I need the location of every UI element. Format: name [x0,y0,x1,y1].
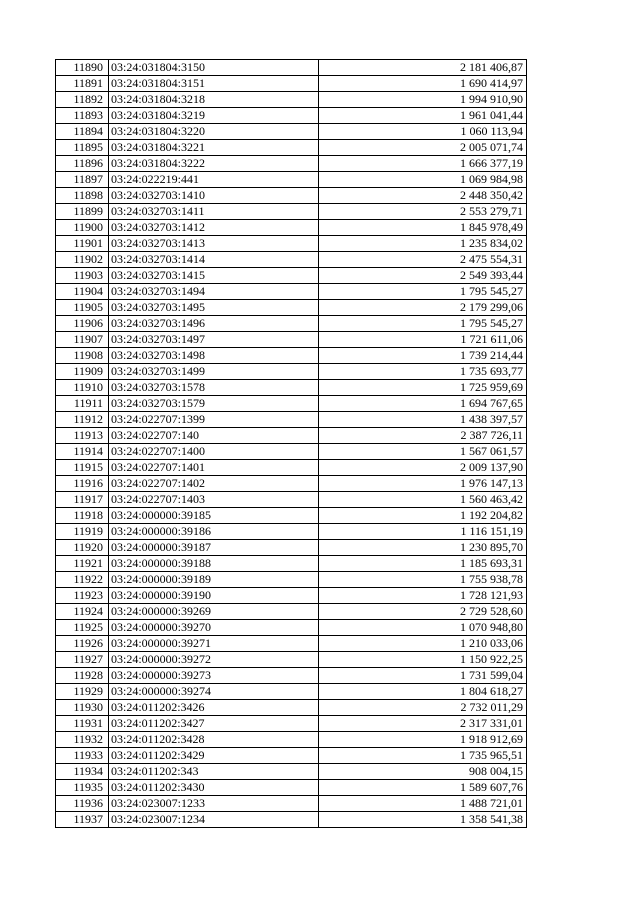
cadastral-value-cell: 2 387 726,11 [319,428,527,444]
cadastral-value-cell: 1 728 121,93 [319,588,527,604]
table-row [56,444,527,460]
cadastral-value-cell: 2 179 299,06 [319,300,527,316]
table-row [56,204,527,220]
cadastral-number-cell: 03:24:032703:1410 [109,188,319,204]
row-number-cell: 11915 [56,460,109,476]
cadastral-value-cell: 1 235 834,02 [319,236,527,252]
row-number-cell: 11901 [56,236,109,252]
table-row [56,188,527,204]
cadastral-value-cell: 1 804 618,27 [319,684,527,700]
table-body [56,60,527,828]
cadastral-value-cell: 2 475 554,31 [319,252,527,268]
cadastral-number-cell: 03:24:000000:39273 [109,668,319,684]
cadastral-value-cell: 1 755 938,78 [319,572,527,588]
table-row [56,780,527,796]
row-number-cell: 11919 [56,524,109,540]
row-number-cell: 11909 [56,364,109,380]
row-number-cell: 11918 [56,508,109,524]
table-row [56,700,527,716]
cadastral-number-cell: 03:24:022219:441 [109,172,319,188]
cadastral-number-cell: 03:24:000000:39188 [109,556,319,572]
table-row [56,524,527,540]
cadastral-value-cell: 1 567 061,57 [319,444,527,460]
cadastral-value-cell: 1 488 721,01 [319,796,527,812]
table-row [56,108,527,124]
row-number-cell: 11929 [56,684,109,700]
cadastral-value-cell: 1 735 693,77 [319,364,527,380]
cadastral-number-cell: 03:24:032703:1414 [109,252,319,268]
row-number-cell: 11902 [56,252,109,268]
cadastral-number-cell: 03:24:011202:3426 [109,700,319,716]
row-number-cell: 11935 [56,780,109,796]
cadastral-number-cell: 03:24:022707:1400 [109,444,319,460]
cadastral-value-cell: 1 735 965,51 [319,748,527,764]
cadastral-number-cell: 03:24:011202:3429 [109,748,319,764]
row-number-cell: 11932 [56,732,109,748]
cadastral-number-cell: 03:24:000000:39187 [109,540,319,556]
table-row [56,156,527,172]
row-number-cell: 11910 [56,380,109,396]
cadastral-number-cell: 03:24:000000:39185 [109,508,319,524]
cadastral-number-cell: 03:24:032703:1415 [109,268,319,284]
row-number-cell: 11896 [56,156,109,172]
cadastral-number-cell: 03:24:011202:343 [109,764,319,780]
cadastral-value-cell: 1 918 912,69 [319,732,527,748]
cadastral-number-cell: 03:24:032703:1578 [109,380,319,396]
table-row [56,764,527,780]
cadastral-number-cell: 03:24:031804:3220 [109,124,319,140]
table-row [56,300,527,316]
row-number-cell: 11895 [56,140,109,156]
table-row [56,748,527,764]
table-row [56,604,527,620]
table-row [56,572,527,588]
cadastral-value-cell: 1 060 113,94 [319,124,527,140]
table-row [56,332,527,348]
table-row [56,412,527,428]
cadastral-value-cell: 1 150 922,25 [319,652,527,668]
table-row [56,732,527,748]
cadastral-number-cell: 03:24:000000:39274 [109,684,319,700]
table-row [56,76,527,92]
table-row [56,588,527,604]
cadastral-number-cell: 03:24:031804:3218 [109,92,319,108]
cadastral-number-cell: 03:24:031804:3150 [109,60,319,76]
cadastral-number-cell: 03:24:032703:1413 [109,236,319,252]
cadastral-number-cell: 03:24:022707:1403 [109,492,319,508]
table-row [56,380,527,396]
table-row [56,60,527,76]
row-number-cell: 11933 [56,748,109,764]
cadastral-value-cell: 1 210 033,06 [319,636,527,652]
row-number-cell: 11923 [56,588,109,604]
cadastral-number-cell: 03:24:022707:1402 [109,476,319,492]
table-row [56,636,527,652]
cadastral-value-cell: 1 666 377,19 [319,156,527,172]
cadastral-value-cell: 2 005 071,74 [319,140,527,156]
cadastral-number-cell: 03:24:011202:3427 [109,716,319,732]
cadastral-value-cell: 1 721 611,06 [319,332,527,348]
cadastral-value-cell: 1 192 204,82 [319,508,527,524]
table-row [56,460,527,476]
cadastral-value-cell: 1 438 397,57 [319,412,527,428]
cadastral-value-cell: 1 961 041,44 [319,108,527,124]
row-number-cell: 11892 [56,92,109,108]
table-row [56,556,527,572]
row-number-cell: 11925 [56,620,109,636]
cadastral-value-cell: 1 116 151,19 [319,524,527,540]
table-row [56,684,527,700]
cadastral-value-cell: 1 070 948,80 [319,620,527,636]
row-number-cell: 11893 [56,108,109,124]
cadastral-number-cell: 03:24:032703:1411 [109,204,319,220]
cadastral-number-cell: 03:24:000000:39271 [109,636,319,652]
table-row [56,236,527,252]
table-row [56,220,527,236]
table-row [56,268,527,284]
row-number-cell: 11890 [56,60,109,76]
cadastral-value-cell: 1 739 214,44 [319,348,527,364]
cadastral-value-cell: 1 725 959,69 [319,380,527,396]
row-number-cell: 11914 [56,444,109,460]
cadastral-number-cell: 03:24:000000:39272 [109,652,319,668]
cadastral-number-cell: 03:24:031804:3151 [109,76,319,92]
row-number-cell: 11912 [56,412,109,428]
cadastral-number-cell: 03:24:000000:39270 [109,620,319,636]
row-number-cell: 11936 [56,796,109,812]
row-number-cell: 11931 [56,716,109,732]
row-number-cell: 11916 [56,476,109,492]
table-row [56,364,527,380]
table-row [56,316,527,332]
cadastral-value-cell: 1 795 545,27 [319,316,527,332]
table-row [56,476,527,492]
row-number-cell: 11911 [56,396,109,412]
row-number-cell: 11905 [56,300,109,316]
cadastral-value-cell: 1 185 693,31 [319,556,527,572]
cadastral-value-table [55,59,527,828]
cadastral-value-cell: 1 690 414,97 [319,76,527,92]
cadastral-value-cell: 1 694 767,65 [319,396,527,412]
row-number-cell: 11922 [56,572,109,588]
cadastral-value-cell: 2 729 528,60 [319,604,527,620]
cadastral-number-cell: 03:24:032703:1496 [109,316,319,332]
row-number-cell: 11934 [56,764,109,780]
cadastral-number-cell: 03:24:031804:3221 [109,140,319,156]
table-row [56,620,527,636]
cadastral-number-cell: 03:24:032703:1498 [109,348,319,364]
row-number-cell: 11907 [56,332,109,348]
cadastral-number-cell: 03:24:032703:1579 [109,396,319,412]
table-row [56,668,527,684]
row-number-cell: 11900 [56,220,109,236]
cadastral-number-cell: 03:24:032703:1495 [109,300,319,316]
row-number-cell: 11913 [56,428,109,444]
cadastral-value-cell: 1 358 541,38 [319,812,527,828]
cadastral-value-cell: 1 230 895,70 [319,540,527,556]
cadastral-number-cell: 03:24:023007:1233 [109,796,319,812]
cadastral-number-cell: 03:24:032703:1494 [109,284,319,300]
table-row [56,812,527,828]
table-row [56,396,527,412]
table-row [56,124,527,140]
cadastral-value-cell: 1 994 910,90 [319,92,527,108]
row-number-cell: 11897 [56,172,109,188]
cadastral-value-cell: 908 004,15 [319,764,527,780]
table-row [56,428,527,444]
cadastral-value-cell: 1 731 599,04 [319,668,527,684]
row-number-cell: 11917 [56,492,109,508]
cadastral-number-cell: 03:24:032703:1412 [109,220,319,236]
cadastral-number-cell: 03:24:022707:1401 [109,460,319,476]
cadastral-value-cell: 2 448 350,42 [319,188,527,204]
cadastral-number-cell: 03:24:011202:3428 [109,732,319,748]
cadastral-number-cell: 03:24:031804:3219 [109,108,319,124]
row-number-cell: 11891 [56,76,109,92]
row-number-cell: 11899 [56,204,109,220]
row-number-cell: 11928 [56,668,109,684]
row-number-cell: 11906 [56,316,109,332]
row-number-cell: 11926 [56,636,109,652]
table-row [56,508,527,524]
row-number-cell: 11908 [56,348,109,364]
table-row [56,172,527,188]
row-number-cell: 11904 [56,284,109,300]
cadastral-number-cell: 03:24:023007:1234 [109,812,319,828]
cadastral-value-cell: 1 560 463,42 [319,492,527,508]
cadastral-number-cell: 03:24:011202:3430 [109,780,319,796]
row-number-cell: 11894 [56,124,109,140]
cadastral-number-cell: 03:24:032703:1497 [109,332,319,348]
cadastral-number-cell: 03:24:022707:140 [109,428,319,444]
cadastral-value-cell: 1 976 147,13 [319,476,527,492]
row-number-cell: 11927 [56,652,109,668]
row-number-cell: 11930 [56,700,109,716]
table-row [56,716,527,732]
row-number-cell: 11924 [56,604,109,620]
row-number-cell: 11898 [56,188,109,204]
table-row [56,348,527,364]
cadastral-value-cell: 2 181 406,87 [319,60,527,76]
cadastral-value-cell: 1 845 978,49 [319,220,527,236]
row-number-cell: 11903 [56,268,109,284]
table-row [56,92,527,108]
row-number-cell: 11921 [56,556,109,572]
cadastral-value-cell: 2 553 279,71 [319,204,527,220]
cadastral-value-cell: 1 069 984,98 [319,172,527,188]
table-row [56,284,527,300]
row-number-cell: 11920 [56,540,109,556]
cadastral-number-cell: 03:24:000000:39186 [109,524,319,540]
cadastral-value-cell: 1 795 545,27 [319,284,527,300]
cadastral-value-cell: 2 732 011,29 [319,700,527,716]
table-row [56,492,527,508]
table-row [56,796,527,812]
cadastral-number-cell: 03:24:032703:1499 [109,364,319,380]
table-row [56,140,527,156]
cadastral-value-cell: 1 589 607,76 [319,780,527,796]
table-row [56,252,527,268]
cadastral-number-cell: 03:24:000000:39190 [109,588,319,604]
cadastral-number-cell: 03:24:022707:1399 [109,412,319,428]
cadastral-number-cell: 03:24:031804:3222 [109,156,319,172]
cadastral-value-cell: 2 009 137,90 [319,460,527,476]
row-number-cell: 11937 [56,812,109,828]
cadastral-number-cell: 03:24:000000:39269 [109,604,319,620]
table-row [56,652,527,668]
cadastral-value-cell: 2 317 331,01 [319,716,527,732]
cadastral-number-cell: 03:24:000000:39189 [109,572,319,588]
table-row [56,540,527,556]
cadastral-value-cell: 2 549 393,44 [319,268,527,284]
